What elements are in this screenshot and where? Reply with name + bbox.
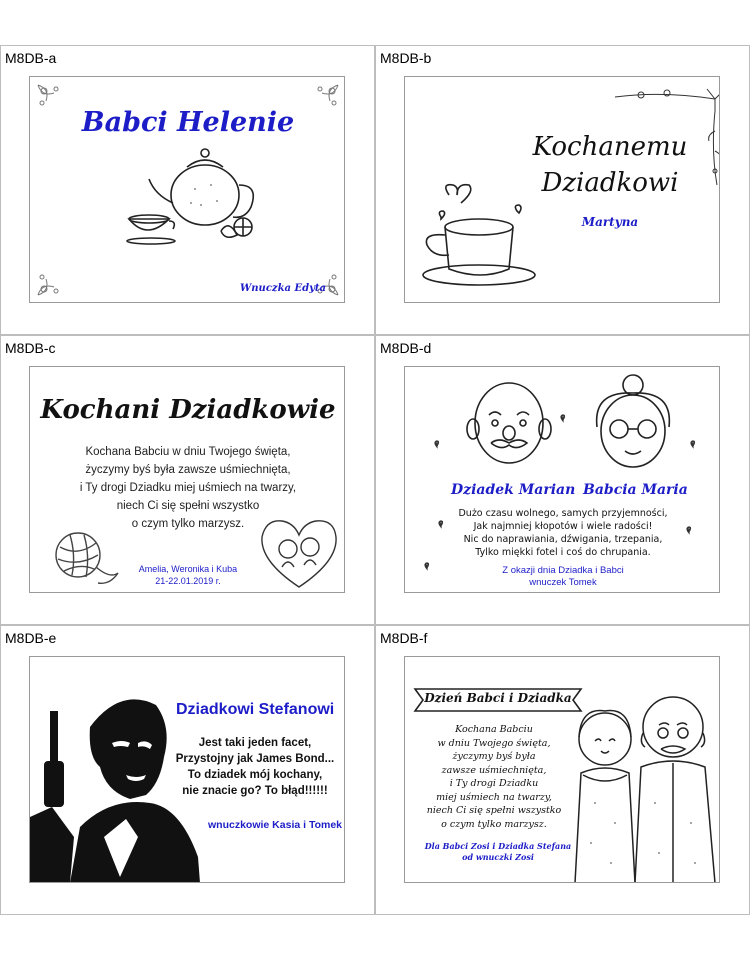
product-code: M8DB-f: [380, 630, 428, 646]
card-poem: Kochana Babciu w dniu Twojego święta, życzymy byś była zawsze uśmiechnięta, i Ty drogi Dziadku miej uśmiech na twarzy, niech Ci się spełni wszystko o czym tylko marzysz.: [426, 724, 562, 830]
card-signature: Martyna: [581, 215, 639, 229]
corner-ornament-icon: [310, 83, 340, 113]
title-line: Kochanemu: [532, 132, 688, 162]
card-signature: wnuczkowie Kasia i Tomek: [208, 819, 343, 831]
corner-ornament-icon: [36, 83, 66, 113]
teapot-icon: [125, 145, 265, 245]
name-left: Dziadek Marian: [451, 482, 576, 498]
product-code: M8DB-a: [5, 50, 57, 66]
card-preview[interactable]: [29, 76, 345, 303]
signature-line: Z okazji dnia Dziadka i Babci: [502, 565, 624, 576]
card-preview[interactable]: [404, 366, 720, 593]
heart-couple-icon: [258, 517, 340, 589]
signature-line: wnuczek Tomek: [529, 577, 597, 588]
yarn-ball-icon: [50, 527, 120, 587]
card-signature: [413, 841, 583, 863]
corner-ornament-icon: [36, 267, 66, 297]
card-poem: Kochana Babciu w dniu Twojego święta, życzymy byś była zawsze uśmiechnięta, i Ty drogi Dziadku miej uśmiech na twarzy, niech Ci się spełni wszystko o czym tylko marzysz.: [79, 446, 297, 530]
card-title: Dziadkowi Stefanowi: [176, 701, 335, 718]
card-cell-a: [0, 45, 375, 335]
name-right: Babcia Maria: [583, 482, 688, 498]
card-title: Kochani Dziadkowie: [40, 395, 336, 425]
card-cell-d: [375, 335, 750, 625]
card-title: [525, 129, 695, 201]
signature-line: od wnuczki Zosi: [462, 852, 534, 862]
title-line: Dziadkowi: [541, 168, 679, 198]
product-grid: [0, 45, 750, 915]
card-signature: Wnuczka Edyta: [240, 283, 326, 294]
signature-line: Amelia, Weronika i Kuba: [138, 564, 238, 574]
card-title: Babci Helenie: [81, 107, 295, 138]
card-preview[interactable]: [404, 76, 720, 303]
product-code: M8DB-c: [5, 340, 56, 356]
banner-text: Dzień Babci i Dziadka: [424, 691, 572, 705]
card-preview[interactable]: [404, 656, 720, 883]
card-poem: Dużo czasu wolnego, samych przyjemności, Jak najmniej kłopotów i wiele radości! Nic do naprawiania, dźwigania, trzepania, Tylko miękki fotel i coś do chrupania.: [458, 508, 668, 558]
card-poem: Jest taki jeden facet, Przystojny jak James Bond... To dziadek mój kochany, nie znacie go? To błąd!!!!!!: [175, 737, 335, 797]
card-cell-c: [0, 335, 375, 625]
card-cell-e: [0, 625, 375, 915]
card-signature: [120, 563, 256, 587]
product-code: M8DB-d: [380, 340, 432, 356]
grandparents-illustration-icon: [565, 693, 719, 883]
card-preview[interactable]: [29, 366, 345, 593]
card-preview[interactable]: [29, 656, 345, 883]
product-code: M8DB-e: [5, 630, 57, 646]
card-signature: [425, 565, 701, 589]
product-code: M8DB-b: [380, 50, 432, 66]
coffee-cup-icon: [413, 177, 543, 297]
card-cell-b: [375, 45, 750, 335]
card-cell-f: [375, 625, 750, 915]
signature-line: 21-22.01.2019 r.: [155, 576, 221, 586]
signature-line: Dla Babci Zosi i Dziadka Stefana: [424, 841, 572, 851]
